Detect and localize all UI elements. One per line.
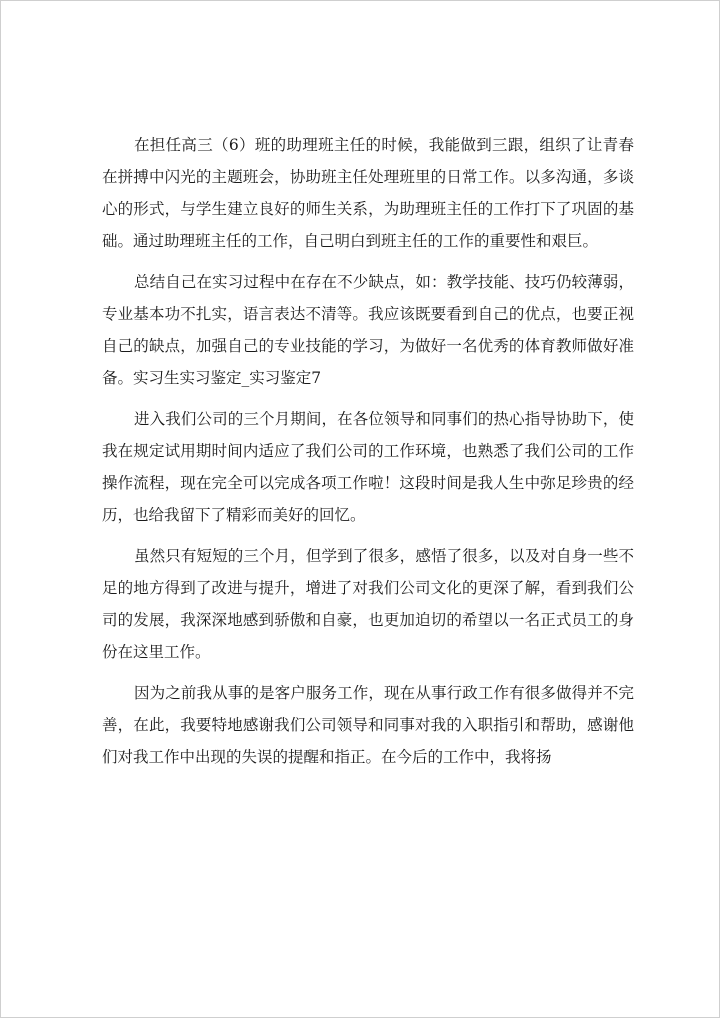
paragraph-three-months: 虽然只有短短的三个月，但学到了很多，感悟了很多，以及对自身一些不足的地方得到了改进与提升，增进了对我们公司文化的更深了解，看到我们公司的发展，我深深地感到骄傲和自豪，也更加迫切的希望以一名正式员工的身份在这里工作。 [102,547,634,661]
paragraph-thanks: 因为之前我从事的是客户服务工作，现在从事行政工作有很多做得并不完善，在此，我要特地感谢我们公司领导和同事对我的入职指引和帮助，感谢他们对我工作中出现的失误的提醒和指正。在今后的工作中，我将扬 [102,684,634,766]
paragraph-assistant-head-teacher: 在担任高三（6）班的助理班主任的时候，我能做到三跟，组织了让青春在拼搏中闪光的主题班会，协助班主任处理班里的日常工作。以多沟通，多谈心的形式，与学生建立良好的师生关系，为助理班主任的工作打下了巩固的基础。通过助理班主任的工作，自己明白到班主任的工作的重要性和艰巨。 [102,136,634,250]
paragraph-company-intro: 进入我们公司的三个月期间，在各位领导和同事们的热心指导协助下，使我在规定试用期时间内适应了我们公司的工作环境，也熟悉了我们公司的工作操作流程，现在完全可以完成各项工作啦！这段时间是我人生中弥足珍贵的经历，也给我留下了精彩而美好的回忆。 [102,410,634,524]
document-body [102,129,634,782]
paragraph-internship-summary: 总结自己在实习过程中在存在不少缺点，如：教学技能、技巧仍较薄弱，专业基本功不扎实，语言表达不清等。我应该既要看到自己的优点，也要正视自己的缺点，加强自己的专业技能的学习，为做好一名优秀的体育教师做好准备。实习生实习鉴定_实习鉴定7 [102,273,634,387]
